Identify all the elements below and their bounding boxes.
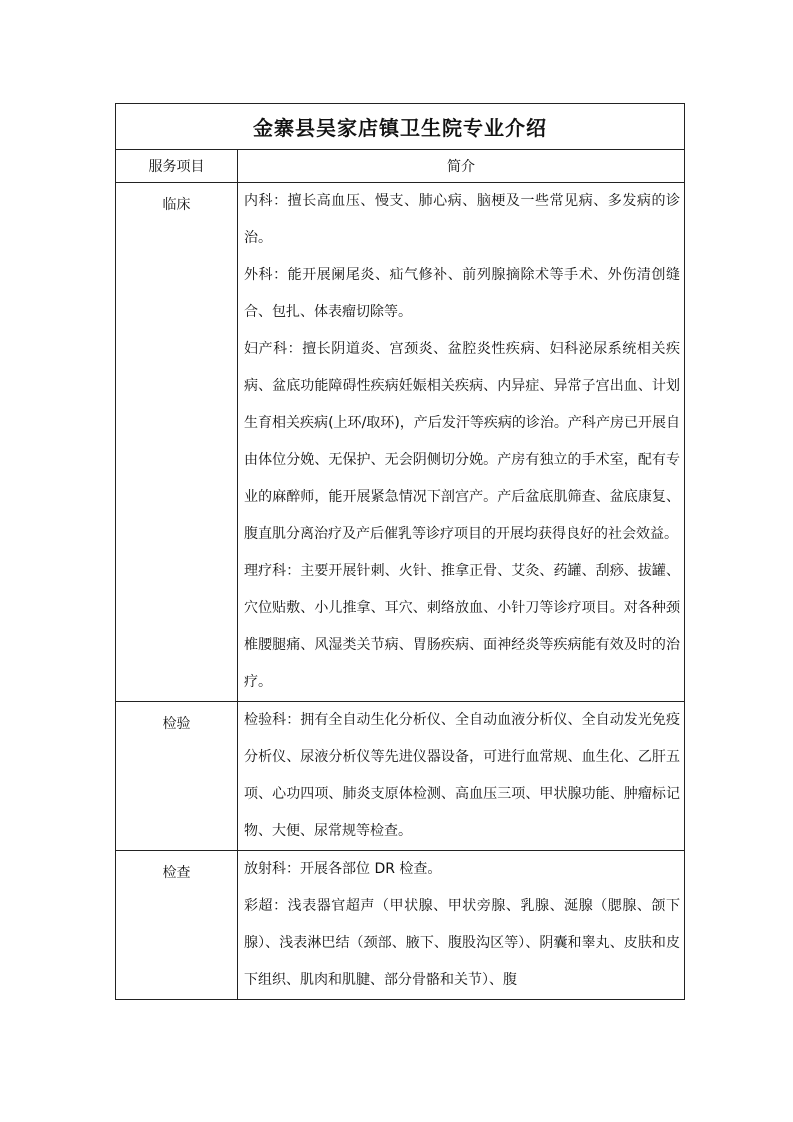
document-title: 金寨县吴家店镇卫生院专业介绍 xyxy=(116,104,685,150)
paragraph-obgyn: 妇产科：擅长阴道炎、宫颈炎、盆腔炎性疾病、妇科泌尿系统相关疾病、盆底功能障碍性疾病妊娠相关疾病、内异症、异常子宫出血、计划生育相关疾病(上环/取环)，产后发汗等疾病的诊治。产科产房已开展自由体位分娩、无保护、无会阴侧切分娩。产房有独立的手术室，配有专业的麻醉师，能开展紧急情况下剖宫产。产后盆底肌筛查、盆底康复、腹直肌分离治疗及产后催乳等诊疗项目的开展均获得良好的社会效益。 xyxy=(244,341,680,542)
table-row-laboratory xyxy=(116,702,685,851)
category-clinical: 临床 xyxy=(116,183,238,702)
category-laboratory: 检验 xyxy=(116,702,238,851)
header-service: 服务项目 xyxy=(116,150,238,183)
description-laboratory xyxy=(238,702,685,851)
table-row-examination xyxy=(116,851,685,1000)
paragraph-ultrasound: 彩超：浅表器官超声（甲状腺、甲状旁腺、乳腺、涎腺（腮腺、颌下腺）、浅表淋巴结（颈部、腋下、腹股沟区等）、阴囊和睾丸、皮肤和皮下组织、肌肉和肌腱、部分骨骼和关节）、腹 xyxy=(244,898,680,988)
description-examination xyxy=(238,851,685,1000)
category-examination: 检查 xyxy=(116,851,238,1000)
paragraph-internal-medicine: 内科：擅长高血压、慢支、肺心病、脑梗及一些常见病、多发病的诊治。 xyxy=(244,193,680,246)
header-row xyxy=(116,150,685,183)
paragraph-surgery: 外科：能开展阑尾炎、疝气修补、前列腺摘除术等手术、外伤清创缝合、包扎、体表瘤切除等。 xyxy=(244,267,680,320)
paragraph-lab: 检验科：拥有全自动生化分析仪、全自动血液分析仪、全自动发光免疫分析仪、尿液分析仪等先进仪器设备，可进行血常规、血生化、乙肝五项、心功四项、肺炎支原体检测、高血压三项、甲状腺功能、肿瘤标记物、大便、尿常规等检查。 xyxy=(244,712,680,839)
description-clinical xyxy=(238,183,685,702)
table-row-clinical xyxy=(116,183,685,702)
header-intro: 简介 xyxy=(238,150,685,183)
paragraph-radiology: 放射科：开展各部位 DR 检查。 xyxy=(244,861,442,877)
paragraph-physiotherapy: 理疗科：主要开展针刺、火针、推拿正骨、艾灸、药罐、刮痧、拔罐、穴位贴敷、小儿推拿、耳穴、刺络放血、小针刀等诊疗项目。对各种颈椎腰腿痛、风湿类关节病、胃肠疾病、面神经炎等疾病能有效及时的治疗。 xyxy=(244,563,680,690)
intro-table xyxy=(115,103,685,1000)
title-row xyxy=(116,104,685,150)
